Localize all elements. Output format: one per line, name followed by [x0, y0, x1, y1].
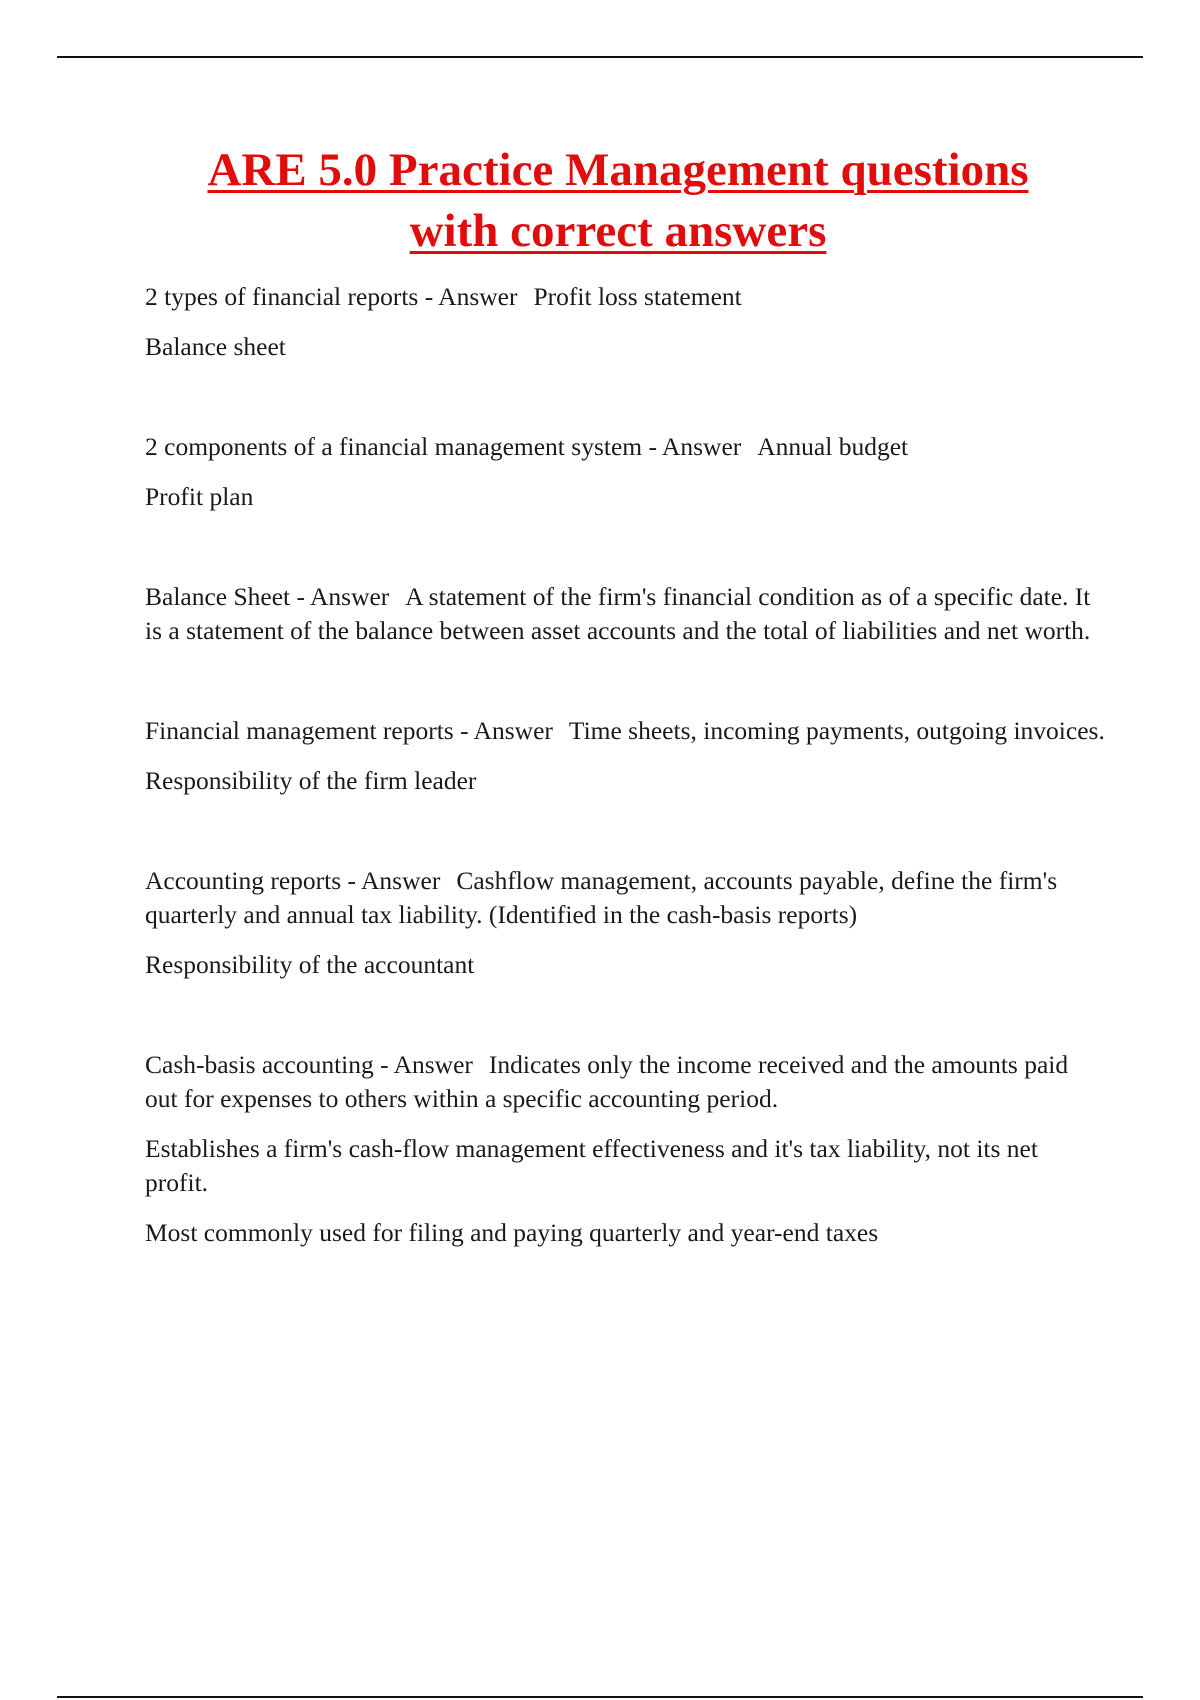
document-title — [150, 140, 1086, 262]
title-line-2: with correct answers — [409, 205, 827, 257]
answer-extra: Responsibility of the accountant — [145, 950, 475, 979]
answer-text: Annual budget — [757, 432, 909, 461]
qa-item — [145, 580, 1105, 648]
question-text: Financial management reports - Answer — [145, 716, 553, 745]
qa-first-line — [145, 714, 1105, 748]
question-text: 2 types of financial reports - Answer — [145, 282, 518, 311]
answer-text: Profit loss statement — [533, 282, 742, 311]
question-text: Balance Sheet - Answer — [145, 582, 390, 611]
qa-item — [145, 280, 1105, 364]
question-text: Cash-basis accounting - Answer — [145, 1050, 473, 1079]
question-text: 2 components of a financial management system - Answer — [145, 432, 742, 461]
answer-text: Cashflow management, accounts payable, define the firm's quarterly and annual tax liability. (Identified in the cash-basis reports) — [145, 866, 1058, 929]
answer-extra: Establishes a firm's cash-flow management effectiveness and it's tax liability, not its net profit. — [145, 1134, 1038, 1197]
qa-first-line — [145, 580, 1105, 648]
qa-first-line — [145, 1048, 1105, 1116]
title-line-1: ARE 5.0 Practice Management questions — [207, 144, 1029, 196]
qa-first-line — [145, 864, 1105, 932]
top-rule — [57, 56, 1143, 58]
qa-item — [145, 864, 1105, 982]
answer-extra: Most commonly used for filing and paying quarterly and year-end taxes — [145, 1218, 879, 1247]
qa-item — [145, 430, 1105, 514]
qa-first-line — [145, 430, 1105, 464]
answer-text: A statement of the firm's financial condition as of a specific date. It is a statement of the balance between asset accounts and the total of liabilities and net worth. — [145, 582, 1091, 645]
question-text: Accounting reports - Answer — [145, 866, 441, 895]
qa-item — [145, 714, 1105, 798]
qa-first-line — [145, 280, 1105, 314]
qa-item — [145, 1048, 1105, 1250]
answer-text: Time sheets, incoming payments, outgoing invoices. — [568, 716, 1105, 745]
answer-text: Indicates only the income received and the amounts paid out for expenses to others within a specific accounting period. — [145, 1050, 1069, 1113]
qa-list — [145, 280, 1105, 1316]
answer-extra: Responsibility of the firm leader — [145, 766, 477, 795]
answer-extra: Balance sheet — [145, 332, 286, 361]
bottom-rule — [57, 1696, 1143, 1698]
answer-extra: Profit plan — [145, 482, 254, 511]
